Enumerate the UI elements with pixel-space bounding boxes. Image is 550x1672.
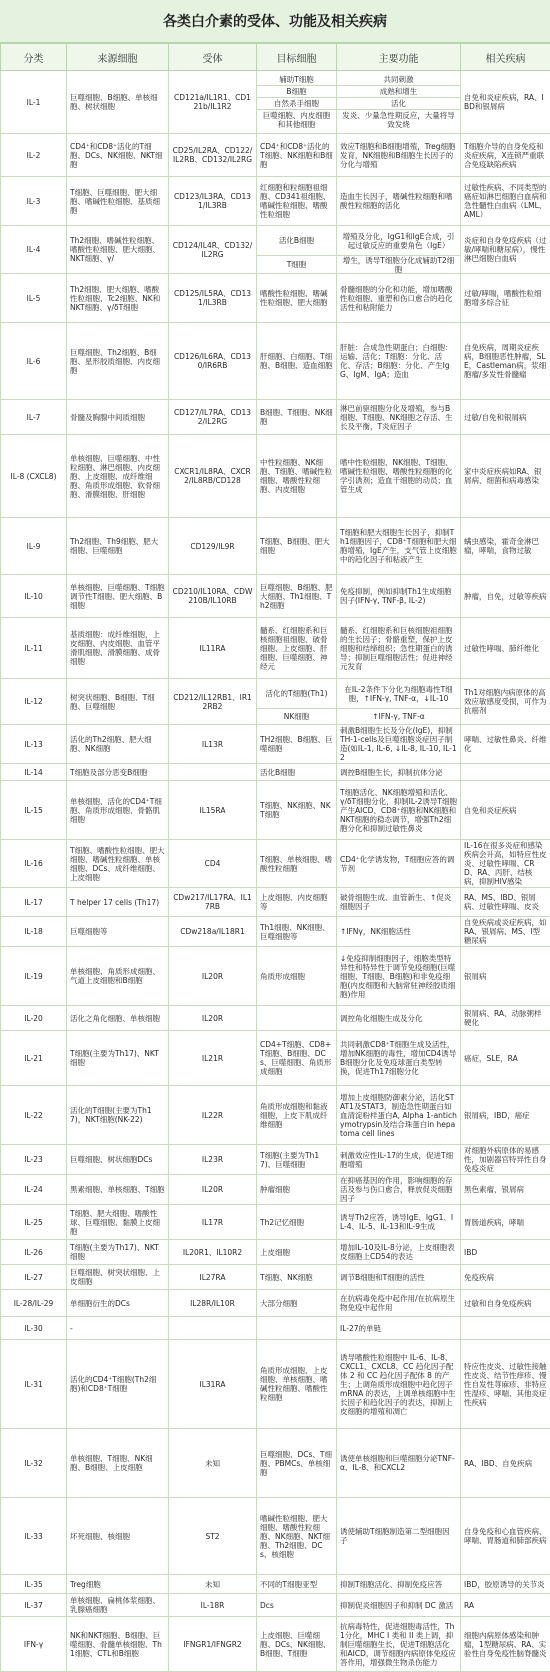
interleukin-name: IL-35 xyxy=(1,1575,67,1594)
main-function-cell: T细胞活化、NK细胞增殖和活化、γ/δT细胞分化，抑制IL-2诱导T细胞产生AICD、CD8⁺细胞和NK细胞和NKT细胞的稳态调节，增强Th2细胞分化和抑制过敏性鼻炎 xyxy=(337,781,461,840)
source-cells-cell: 巨噬细胞等 xyxy=(67,917,169,947)
interleukin-name: IL-19 xyxy=(1,947,67,1006)
table-row xyxy=(1,1498,550,1575)
target-cells-cell: TH2细胞、B细胞、巨噬细胞 xyxy=(257,725,337,764)
table-row xyxy=(1,1429,550,1498)
receptor-cell: IL20R xyxy=(169,947,257,1006)
source-cells-cell: T细胞、肥大细胞、嗜酸性球、巨噬细胞、黏膜上皮细胞 xyxy=(67,1205,169,1240)
receptor-cell: CDw217/IL17RA、IL17RB xyxy=(169,888,257,917)
receptor-cell: CXCR1/IL8RA、CXCR2/IL8RB/CD128 xyxy=(169,435,257,518)
receptor-cell: 未知 xyxy=(169,1429,257,1498)
interleukin-name: IL-25 xyxy=(1,1205,67,1240)
table-row xyxy=(1,400,550,435)
source-cells-cell: T细胞、嗜酸性粒细胞、肥大细胞、嗜碱性粒细胞、单核细胞、DCs、成纤维细胞、上皮细胞 xyxy=(67,840,169,888)
interleukin-name: IL-24 xyxy=(1,1175,67,1205)
target-cells-cell: 嗜碱性粒细胞、肥大细胞、嗜酸性粒细胞、NK细胞、NKT细胞、Th2细胞、DCs、核细胞 xyxy=(257,1498,337,1575)
receptor-cell: IFNGR1/IFNGR2 xyxy=(169,1617,257,1672)
source-cells-cell: Th2细胞、肥大细胞、嗜酸性粒细胞、Tc2细胞、NK和NKT细胞、γ/δT细胞 xyxy=(67,274,169,323)
source-cells-cell: 巨噬细胞、B细胞、单核细胞、树状细胞 xyxy=(67,71,169,134)
main-function-cell: T细胞和肥大细胞生长因子，抑制Th1细胞因子，CD8⁺T细胞和肥大细胞增殖，IgE产生，支气管上皮细胞中的趋化因子和粘液产生 xyxy=(337,518,461,575)
function-subcell: 活化 xyxy=(337,98,460,110)
table-row xyxy=(1,1205,550,1240)
target-cells-cell: 不同的T细胞亚型 xyxy=(257,1575,337,1594)
target-cells-cell: Th2记忆细胞 xyxy=(257,1205,337,1240)
source-cells-cell: 巨噬细胞、树突状细胞、上皮细胞 xyxy=(67,1265,169,1290)
interleukin-name: IL-9 xyxy=(1,518,67,575)
related-disease-cell: RA、IBD、自免疾病 xyxy=(461,1429,550,1498)
main-function-cell: 嗜中性粒细胞、NK细胞、T细胞、嗜碱性粒细胞、嗜酸性粒细胞的化学引诱剂；造血干细胞的动员；血管生成 xyxy=(337,435,461,518)
main-function-cell xyxy=(337,226,461,274)
receptor-cell xyxy=(169,764,257,781)
table-row xyxy=(1,323,550,400)
main-function-cell: 刺激效应性IL-17的生成，促进T细胞增殖 xyxy=(337,1145,461,1175)
source-cells-cell: 单核细胞、巨噬细胞、T细胞调节性T细胞、肥大细胞、B细胞 xyxy=(67,575,169,618)
related-disease-cell: 过敏性疾病、不同类型的癌症如淋巴细胞白血病和急性髓性白血病（LML、AML） xyxy=(461,177,550,226)
interleukin-name: IL-37 xyxy=(1,1594,67,1617)
receptor-cell: IL-18R xyxy=(169,1594,257,1617)
interleukin-name: IL-17 xyxy=(1,888,67,917)
table-body xyxy=(1,71,550,1672)
related-disease-cell: RA xyxy=(461,1594,550,1617)
target-cells-cell: 肿瘤细胞 xyxy=(257,1175,337,1205)
header-main-function: 主要功能 xyxy=(337,44,461,71)
related-disease-cell: 自身免疫和心血管疾病、哮喘、胃肠道和肺部疾病 xyxy=(461,1498,550,1575)
main-function-cell: 诱导嗜酸性粒细胞中 IL-6、IL-8、CXCL1、CXCL8、CC 趋化因子配体 2 和 CC 趋化因子配体 8 的产生；上调角质形成细胞中趋化因子 mRNA 的表达，上调单核细胞中生长因子和趋化因子的表达，抑制上皮细胞的增殖和凋亡 xyxy=(337,1340,461,1429)
related-disease-cell: 家中炎症疾病如RA、银屑病、细菌和病毒感染 xyxy=(461,435,550,518)
receptor-cell: IL17R xyxy=(169,1205,257,1240)
table-row xyxy=(1,71,550,134)
main-function-cell: 诱导Th2应答，诱导IgE、IgG1、IL-4、IL-5、IL-13和IL-9生成 xyxy=(337,1205,461,1240)
target-subcell: NK细胞 xyxy=(257,709,336,724)
target-cells-cell: 上皮细胞、内皮细胞等 xyxy=(257,888,337,917)
table-row xyxy=(1,226,550,274)
main-function-cell xyxy=(337,679,461,725)
receptor-cell xyxy=(169,1317,257,1340)
related-disease-cell: 过敏/哮喘，嗜酸性粒细胞增多综合征 xyxy=(461,274,550,323)
target-cells-cell: 角质形成细胞、上皮细胞、单核细胞、嗜碱性粒细胞、嗜酸性粒细胞 xyxy=(257,1340,337,1429)
source-cells-cell: T细胞、巨噬细胞、肥大细胞、嗜碱性粒细胞、基质细胞 xyxy=(67,177,169,226)
function-subcell: ↑IFN-γ, TNF-α xyxy=(337,709,460,724)
interleukin-name: IL-10 xyxy=(1,575,67,618)
main-function-cell: 抑制T细胞活化、抑制免疫应答 xyxy=(337,1575,461,1594)
source-cells-cell: 活化的CD4⁺T细胞(Th2细胞)和CD8⁺T细胞 xyxy=(67,1340,169,1429)
target-cells-cell: CD4⁺和CD8⁺活化的T细胞、NK细胞和B细胞 xyxy=(257,134,337,177)
table-row xyxy=(1,917,550,947)
table-row xyxy=(1,274,550,323)
related-disease-cell: 哮喘、过敏性鼻炎、纤维化 xyxy=(461,725,550,764)
function-subcell: 共同刺激 xyxy=(337,74,460,86)
interleukin-name: IL-5 xyxy=(1,274,67,323)
main-function-cell: ↑IFNγ，NK细胞活性 xyxy=(337,917,461,947)
receptor-cell: IL13R xyxy=(169,725,257,764)
main-function-cell: 抗病毒特性，促进细胞毒活性，Th1分化，MHC I 类和 II 类上调，抑制巨噬细胞生长，促进T细胞活化和AICD，调节细胞内病原体免疫应答作用，增强微生物杀伤能力 xyxy=(337,1617,461,1672)
receptor-cell: IL11RA xyxy=(169,618,257,679)
target-cells-cell: T细胞、B细胞、肥大细胞 xyxy=(257,518,337,575)
target-cells-cell: Dcs xyxy=(257,1594,337,1617)
page-title: 各类白介素的受体、功能及相关疾病 xyxy=(0,0,550,43)
main-function-cell: CD4⁺化学诱发物，T细胞应答的调节剂 xyxy=(337,840,461,888)
target-cells-cell: 红细胞和粒细胞祖细胞、CD341祖细胞、嗜碱性粒细胞、嗜酸性粒细胞 xyxy=(257,177,337,226)
target-subcell: T细胞 xyxy=(257,256,336,273)
main-function-cell: 诱使单核细胞和巨噬细胞分泌TNF-α、IL-8、和CXCL2 xyxy=(337,1429,461,1498)
source-cells-cell: 单核细胞、扁桃体浆细胞、乳腺癌细胞 xyxy=(67,1594,169,1617)
target-subcell: B细胞 xyxy=(257,86,336,98)
main-function-cell xyxy=(337,71,461,134)
related-disease-cell: 过敏性哮喘、肺纤维化 xyxy=(461,618,550,679)
source-cells-cell: T细胞及部分恶变B细胞 xyxy=(67,764,169,781)
related-disease-cell: 银屑病，IBD，癌症 xyxy=(461,1086,550,1145)
related-disease-cell: 自免疾病或炎症疾病，如RA、银屑病、MS、I型糖尿病 xyxy=(461,917,550,947)
main-function-cell: 诱使辅助T细胞制造第二型细胞因子 xyxy=(337,1498,461,1575)
related-disease-cell: 过敏和自身免疫疾病 xyxy=(461,1290,550,1317)
main-function-cell: 调控角化细胞生成及分化 xyxy=(337,1006,461,1031)
table-row xyxy=(1,1145,550,1175)
source-cells-cell: 黑素细胞、单核细胞、T细胞 xyxy=(67,1175,169,1205)
header-target-cells: 目标细胞 xyxy=(257,44,337,71)
related-disease-cell: RA、MS、IBD、银屑病、过敏性哮喘、皮炎 xyxy=(461,888,550,917)
main-function-cell: 在抗病毒免疫中起作用/在抗病原生物免疫中起作用 xyxy=(337,1290,461,1317)
receptor-cell: CDw218a/IL18R1 xyxy=(169,917,257,947)
interleukin-name: IL-31 xyxy=(1,1340,67,1429)
table-row xyxy=(1,1594,550,1617)
source-cells-cell: 巨噬细胞、Th2细胞、B细胞、星形胶质细胞、内皮细胞 xyxy=(67,323,169,400)
source-cells-cell: 单核细胞、巨噬细胞、中性粒细胞、淋巴细胞、内皮细胞、上皮细胞、成纤维细胞、角质形成细胞、软骨细胞、滑膜细胞、肝细胞 xyxy=(67,435,169,518)
table-row xyxy=(1,1031,550,1086)
main-function-cell: 刺激B细胞生长及分化(IgE)，抑制TH-1-cells及巨噬细胞炎症因子制造(如IL-1, IL-6, ↓IL-8, IL-10, IL-12 xyxy=(337,725,461,764)
related-disease-cell: 癌症，SLE，RA xyxy=(461,1031,550,1086)
source-cells-cell: 活化的T细胞(主要为Th17)，NKT细胞(NK-22) xyxy=(67,1086,169,1145)
target-cells-cell: 角质形成细胞 xyxy=(257,947,337,1006)
source-cells-cell: NK和NKT细胞、B细胞、巨噬细胞、骨髓单核细胞、Th1细胞、CTL和B细胞 xyxy=(67,1617,169,1672)
receptor-cell: CD129/IL9R xyxy=(169,518,257,575)
target-cells-cell: T细胞、NK细胞、NKT细胞 xyxy=(257,781,337,840)
main-function-cell: 造血生长因子，嗜碱性粒细胞和嗜酸性粒细胞的活化 xyxy=(337,177,461,226)
table-row xyxy=(1,1317,550,1340)
related-disease-cell: T细胞介导的自身免疫和炎症疾病，X连锁严重联合免疫缺陷疾病 xyxy=(461,134,550,177)
related-disease-cell xyxy=(461,1317,550,1340)
function-subcell: 成熟和增生 xyxy=(337,86,460,98)
table-row xyxy=(1,1340,550,1429)
main-function-cell: 共同刺激CD8⁺T细胞生成及活性，增加NK细胞的毒性，增加CD4诱导B细胞分化及免疫球蛋白类型转换，促进Th17细胞分化 xyxy=(337,1031,461,1086)
receptor-cell: CD123/IL3RA、CD131/IL3RB xyxy=(169,177,257,226)
source-cells-cell: 基质细胞：成纤维细胞，上皮细胞、内皮细胞、血管平滑肌细胞、滑膜细胞、成骨细胞 xyxy=(67,618,169,679)
receptor-cell: IL20R xyxy=(169,1006,257,1031)
interleukin-name: IL-23 xyxy=(1,1145,67,1175)
target-cells-cell: 巨噬细胞、DCs、T细胞、PBMCs、单核细胞 xyxy=(257,1429,337,1498)
receptor-cell: IL15RA xyxy=(169,781,257,840)
table-row xyxy=(1,618,550,679)
function-subcell: 增殖及分化，IgG1和IgE合成，引起过敏反应的重要角色（IgE） xyxy=(337,226,460,256)
interleukin-name: IL-13 xyxy=(1,725,67,764)
interleukin-table xyxy=(0,43,550,1672)
source-cells-cell: 活化之角化细胞、单核细胞 xyxy=(67,1006,169,1031)
related-disease-cell: 免疫疾病 xyxy=(461,1265,550,1290)
target-cells-cell: 肝细胞、白细胞、T细胞、B细胞、造血细胞 xyxy=(257,323,337,400)
source-cells-cell: T helper 17 cells (Th17) xyxy=(67,888,169,917)
target-cells-cell xyxy=(257,1317,337,1340)
related-disease-cell: 黑色素瘤，银屑病 xyxy=(461,1175,550,1205)
receptor-cell: IL22R xyxy=(169,1086,257,1145)
target-cells-cell xyxy=(257,71,337,134)
main-function-cell: 肝脏：合成急性期蛋白；白细胞：运输、活化；T细胞：分化、活化、存活；B细胞：分化、产生IgG、IgM、IgA；造血 xyxy=(337,323,461,400)
interleukin-name: IL-30 xyxy=(1,1317,67,1340)
source-cells-cell: 骨髓及胸腺中间质细胞 xyxy=(67,400,169,435)
target-subcell: 辅助T细胞 xyxy=(257,74,336,86)
related-disease-cell: 自免和炎症疾病 xyxy=(461,781,550,840)
source-cells-cell: 坏死细胞、核细胞 xyxy=(67,1498,169,1575)
source-cells-cell: T细胞(主要为Th17)、NKT细胞 xyxy=(67,1240,169,1265)
target-cells-cell: 中性粒细胞、NK细胞、T细胞、嗜碱性粒细胞、嗜酸性粒细胞、内皮细胞 xyxy=(257,435,337,518)
receptor-cell: CD124/IL4R、CD132/IL2RG xyxy=(169,226,257,274)
source-cells-cell: Treg细胞 xyxy=(67,1575,169,1594)
interleukin-name: IL-16 xyxy=(1,840,67,888)
main-function-cell: 免疫抑制，例如抑制Th1生成细胞因子(IFN-γ, TNF-β, IL-2) xyxy=(337,575,461,618)
main-function-cell: ↓免疫抑制细胞因子，细胞类型特异性和特异性于调节免疫细胞(巨噬细胞、T细胞、B细胞)和非免疫细胞(内皮细胞和大脑常驻神经胶质细胞)作用 xyxy=(337,947,461,1006)
target-cells-cell: 活化B细胞 xyxy=(257,764,337,781)
interleukin-name: IL-3 xyxy=(1,177,67,226)
source-cells-cell: 树突状细胞、B细胞、T细胞、巨噬细胞 xyxy=(67,679,169,725)
interleukin-name: IL-18 xyxy=(1,917,67,947)
target-cells-cell xyxy=(257,679,337,725)
source-cells-cell: 单核细胞、活化的CD4⁺T细胞、角质形成细胞、骨骼肌细胞 xyxy=(67,781,169,840)
main-function-cell: 增加IL-10及IL-8分泌，上皮细胞表皮细胞上CD54的表达 xyxy=(337,1240,461,1265)
main-function-cell: 调控B细胞生长，抑制抗体分泌 xyxy=(337,764,461,781)
interleukin-name: IL-1 xyxy=(1,71,67,134)
interleukin-name: IL-14 xyxy=(1,764,67,781)
table-row xyxy=(1,764,550,781)
main-function-cell: 效应T细胞和B细胞增殖，Treg细胞发育，NK细胞和B细胞生长因子的分化与增殖 xyxy=(337,134,461,177)
table-row xyxy=(1,1265,550,1290)
main-function-cell: 调节B细胞和T细胞的活性 xyxy=(337,1265,461,1290)
table-row xyxy=(1,1006,550,1031)
target-cells-cell: Th1细胞、NK细胞、巨噬细胞等 xyxy=(257,917,337,947)
interleukin-name: IL-21 xyxy=(1,1031,67,1086)
function-subcell: 增生，诱导T细胞分化成辅助T2细胞 xyxy=(337,256,460,273)
main-function-cell: 在抑癌基因的作用，影响细胞的存活及参与伤口愈合，释放促炎细胞因子 xyxy=(337,1175,461,1205)
interleukin-name: IL-4 xyxy=(1,226,67,274)
source-cells-cell: 巨噬细胞、树状细胞DCs xyxy=(67,1145,169,1175)
table-row xyxy=(1,679,550,725)
target-cells-cell: T细胞(主要为Th17)、巨噬细胞 xyxy=(257,1145,337,1175)
receptor-cell: CD210/IL10RA、CDW210B/IL10RB xyxy=(169,575,257,618)
related-disease-cell: 螨虫感染，霍奇金淋巴瘤，哮喘，食物过敏 xyxy=(461,518,550,575)
table-header-row xyxy=(1,44,550,71)
related-disease-cell xyxy=(461,764,550,781)
related-disease-cell: 银屑病、RA、动脉粥样硬化 xyxy=(461,1006,550,1031)
source-cells-cell: 单核细胞、T细胞、NK细胞、B细胞、上皮细胞 xyxy=(67,1429,169,1498)
target-cells-cell: 上皮细胞、巨噬细胞、DCs、NK细胞、B细胞、T细胞 xyxy=(257,1617,337,1672)
receptor-cell: IL20R1、IL10R2 xyxy=(169,1240,257,1265)
main-function-cell: 抑制促炎细胞因子和抑制 DC 激活 xyxy=(337,1594,461,1617)
target-cells-cell xyxy=(257,1006,337,1031)
receptor-cell: CD25/IL2RA、CD122/IL2RB、CD132/IL2RG xyxy=(169,134,257,177)
related-disease-cell: 过敏/自免和银屑病 xyxy=(461,400,550,435)
receptor-cell: 未知 xyxy=(169,1575,257,1594)
main-function-cell: 破骨细胞生成、血管新生、↑促炎细胞因子 xyxy=(337,888,461,917)
receptor-cell: IL20R xyxy=(169,1175,257,1205)
target-subcell: 自然杀手细胞 xyxy=(257,98,336,110)
related-disease-cell: 对细胞外病原体的易感性，加剧器官特异性自身免疫炎症 xyxy=(461,1145,550,1175)
target-cells-cell: 角质形成细胞和黏液细胞，上皮下肌成纤维细胞 xyxy=(257,1086,337,1145)
receptor-cell: IL23R xyxy=(169,1145,257,1175)
source-cells-cell: Th2细胞、嗜碱性粒细胞、嗜酸性粒细胞、肥大细胞、NKT细胞、γ/ xyxy=(67,226,169,274)
target-cells-cell: T细胞、NK细胞 xyxy=(257,1265,337,1290)
receptor-cell: CD125/IL5RA、CD131/IL3RB xyxy=(169,274,257,323)
table-row xyxy=(1,725,550,764)
interleukin-name: IL-20 xyxy=(1,1006,67,1031)
header-source-cells: 来源细胞 xyxy=(67,44,169,71)
interleukin-name: IL-11 xyxy=(1,618,67,679)
target-cells-cell: T细胞、单核细胞、嗜酸性粒细胞 xyxy=(257,840,337,888)
related-disease-cell: 银屑病 xyxy=(461,947,550,1006)
receptor-cell: IL28R/IL10R xyxy=(169,1290,257,1317)
interleukin-name: IFN-γ xyxy=(1,1617,67,1672)
table-row xyxy=(1,947,550,1006)
main-function-cell: 骨髓细胞的分化和功能，增加嗜酸性粒细胞、重塑和伤口愈合的趋化活性和粘附能力 xyxy=(337,274,461,323)
interleukin-name: IL-22 xyxy=(1,1086,67,1145)
related-disease-cell: 胃肠道疾病，哮喘 xyxy=(461,1205,550,1240)
target-cells-cell: CD4+T细胞、CD8+T细胞、B细胞、DCs、巨噬细胞、角质形成细胞 xyxy=(257,1031,337,1086)
source-cells-cell: CD4⁺和CD8⁺活化的T细胞、DCs、NK细胞、NKT细胞 xyxy=(67,134,169,177)
table-row xyxy=(1,840,550,888)
target-cells-cell: B细胞、T细胞、NK细胞 xyxy=(257,400,337,435)
interleukin-name: IL-26 xyxy=(1,1240,67,1265)
table-row xyxy=(1,177,550,226)
interleukin-name: IL-33 xyxy=(1,1498,67,1575)
table-row xyxy=(1,518,550,575)
receptor-cell: CD121a/IL1R1、CD121b/IL1R2 xyxy=(169,71,257,134)
interleukin-name: IL-2 xyxy=(1,134,67,177)
interleukin-name: IL-32 xyxy=(1,1429,67,1498)
receptor-cell: CD127/IL7RA、CD132/IL2RG xyxy=(169,400,257,435)
header-category: 分类 xyxy=(1,44,67,71)
related-disease-cell: 细胞内病原体感染和肿瘤，1型糖尿病、RA、实验性自身免疫性脑脊髓炎 xyxy=(461,1617,550,1672)
table-row xyxy=(1,1175,550,1205)
table-row xyxy=(1,1575,550,1594)
related-disease-cell: 特应性皮炎、过敏性接触性皮炎、结节性痒疹、慢性自发性荨麻疹、非特应性湿疹、哮喘、其他炎症性疾病 xyxy=(461,1340,550,1429)
receptor-cell: CD4 xyxy=(169,840,257,888)
target-subcell: 巨噬细胞、内皮细胞和其他细胞 xyxy=(257,110,336,131)
interleukin-name: IL-27 xyxy=(1,1265,67,1290)
table-row xyxy=(1,781,550,840)
target-cells-cell: 髓系、红细胞系和巨核细胞祖细胞、破骨细胞、上皮细胞、肝细胞、巨噬细胞、神经元 xyxy=(257,618,337,679)
interleukin-name: IL-7 xyxy=(1,400,67,435)
target-cells-cell: 巨噬细胞、B细胞、肥大细胞、Th1细胞、Th2细胞 xyxy=(257,575,337,618)
target-subcell: 活化的T细胞(Th1) xyxy=(257,679,336,709)
receptor-cell: IL27RA xyxy=(169,1265,257,1290)
receptor-cell: IL31RA xyxy=(169,1340,257,1429)
target-cells-cell: 嗜酸性粒细胞、嗜碱性粒细胞、肥大细胞 xyxy=(257,274,337,323)
main-function-cell: IL-27的单链 xyxy=(337,1317,461,1340)
table-row xyxy=(1,1290,550,1317)
source-cells-cell: - xyxy=(67,1317,169,1340)
interleukin-name: IL-15 xyxy=(1,781,67,840)
table-row xyxy=(1,1240,550,1265)
main-function-cell: 髓系、红细胞系和巨核细胞祖细胞的生长因子；骨骼重塑，保护上皮细胞和结缔组织；急性期蛋白的诱导；抑制巨噬细胞活性；促进神经元发育 xyxy=(337,618,461,679)
header-receptor: 受体 xyxy=(169,44,257,71)
source-cells-cell: 单细胞衍生的DCs xyxy=(67,1290,169,1317)
receptor-cell: IL21R xyxy=(169,1031,257,1086)
receptor-cell: ST2 xyxy=(169,1498,257,1575)
main-function-cell: 淋巴前驱细胞分化及增殖，参与B细胞、T细胞、NK细胞之存活、生长及平衡，T炎症因子 xyxy=(337,400,461,435)
interleukin-name: IL-8 (CXCL8) xyxy=(1,435,67,518)
related-disease-cell: Th1对细胞内病原体的高效应敏感度受损，可作为抗癌剂 xyxy=(461,679,550,725)
main-function-cell: 增加上皮细胞防御素分泌，活化STAT1及STAT3，制造急性期蛋白如血清淀粉样蛋白A, Alpha 1-antichymotrypsin及结合珠蛋白in hepatoma cell lines xyxy=(337,1086,461,1145)
receptor-cell: CD126/IL6RA、CD130/IR6RB xyxy=(169,323,257,400)
target-cells-cell: 上皮细胞 xyxy=(257,1240,337,1265)
related-disease-cell: IL-16在很多炎症和感染疾病会升高，如特应性皮炎、过敏性哮喘、CRD、RA、丙肝、结核病，抑制HIV感染 xyxy=(461,840,550,888)
source-cells-cell: 单核细胞、角质形成细胞、气道上皮细胞和B细胞 xyxy=(67,947,169,1006)
table-row xyxy=(1,888,550,917)
header-related-disease: 相关疾病 xyxy=(461,44,550,71)
table-row xyxy=(1,134,550,177)
function-subcell: 发炎、少量急性期反应，大量将导致发烧 xyxy=(337,110,460,131)
target-cells-cell xyxy=(257,226,337,274)
target-cells-cell: 大部分细胞 xyxy=(257,1290,337,1317)
source-cells-cell: T细胞(主要为Th17)、NKT细胞 xyxy=(67,1031,169,1086)
source-cells-cell: 活化的Th2细胞、肥大细胞、NK细胞 xyxy=(67,725,169,764)
receptor-cell: CD212/IL12RB1、IR12RB2 xyxy=(169,679,257,725)
table-row xyxy=(1,1617,550,1672)
related-disease-cell: 自免和炎症疾病，RA、IBD和银屑病 xyxy=(461,71,550,134)
related-disease-cell: IBD，胶原诱导的关节炎 xyxy=(461,1575,550,1594)
table-row xyxy=(1,1086,550,1145)
related-disease-cell: IBD xyxy=(461,1240,550,1265)
interleukin-name: IL-6 xyxy=(1,323,67,400)
related-disease-cell: 肿瘤，自免，过敏等疾病 xyxy=(461,575,550,618)
interleukin-name: IL-12 xyxy=(1,679,67,725)
target-subcell: 活化B细胞 xyxy=(257,226,336,256)
function-subcell: 在IL-2条件下分化为细胞毒性T细胞，↑IFN-γ, TNF-α，↓IL-10 xyxy=(337,679,460,709)
table-row xyxy=(1,435,550,518)
table-row xyxy=(1,575,550,618)
interleukin-name: IL-28/IL-29 xyxy=(1,1290,67,1317)
related-disease-cell: 炎症和自身免疫疾病（过敏/哮喘和糖尿病），慢性淋巴细胞白血病 xyxy=(461,226,550,274)
related-disease-cell: 自免疾病，周期炎症疾病，B细胞恶性肿瘤，SLE，Castleman病，浆细胞瘤/多发性骨髓瘤 xyxy=(461,323,550,400)
source-cells-cell: Th2细胞、Th9细胞、肥大细胞、巨噬细胞 xyxy=(67,518,169,575)
